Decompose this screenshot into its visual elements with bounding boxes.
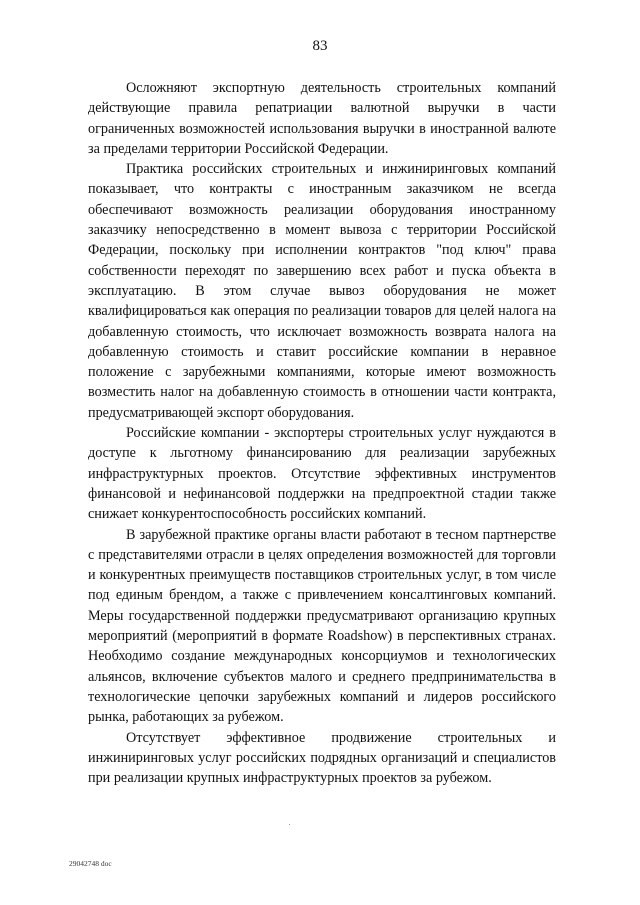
footer-doc-id: 29042748 doc [69,859,112,868]
paragraph-promotion-absence: Отсутствует эффективное продвижение строительных и инжиниринговых услуг российских подрядных организаций и специалистов при реализации крупных инфраструктурных проектов за рубежом. [88,729,556,787]
paragraph-financing-need: Российские компании - экспортеры строительных услуг нуждаются в доступе к льготному финансированию для реализации зарубежных инфраструктурных проектов. Отсутствие эффективных инструментов финансовой и нефинансовой поддержки на предпроектной стадии также снижает конкурентоспособность российских компаний. [88,425,556,523]
page-number: 83 [312,38,328,54]
paragraph-vat-practice: Практика российских строительных и инжиниринговых компаний показывает, что контракты с иностранным заказчиком не всегда обеспечивают возможность реализации оборудования иностранному заказчику непосредственно в момент вывоза с территории Российской Федерации, поскольку при исполнении контрактов "под ключ" права собственности переходят по завершению всех работ и пуска объекта в эксплуатацию. В этом случае вывоз оборудования не может квалифицироваться как операция по реализации товаров для целей налога на добавленную стоимость, что исключает возможность возврата налога на добавленную стоимость и ставит российские компании в неравное положение с зарубежными компаниями, которые имеют возможность возместить налог на добавленную стоимость в отношении части контракта, предусматривающей экспорт оборудования. [88,161,556,421]
scan-speck [289,824,290,825]
paragraph-foreign-practice: В зарубежной практике органы власти работают в тесном партнерстве с представителями отрасли в целях определения возможностей для торговли и конкурентных преимуществ поставщиков строительных услуг, в том числе под единым брендом, а также с привлечением консалтинговых компаний. Меры государственной поддержки предусматривают организацию крупных мероприятий (мероприятий в формате Roadshow) в перспективных странах. Необходимо создание международных консорциумов и технологических альянсов, включение субъектов малого и среднего предпринимательства в технологические цепочки зарубежных компаний и лидеров российского рынка, работающих за рубежом. [88,526,556,726]
document-body [88,78,556,788]
paragraph-export-restrictions: Осложняют экспортную деятельность строительных компаний действующие правила репатриации валютной выручки в части ограниченных возможностей использования выручки в иностранной валюте за пределами территории Российской Федерации. [88,80,556,157]
